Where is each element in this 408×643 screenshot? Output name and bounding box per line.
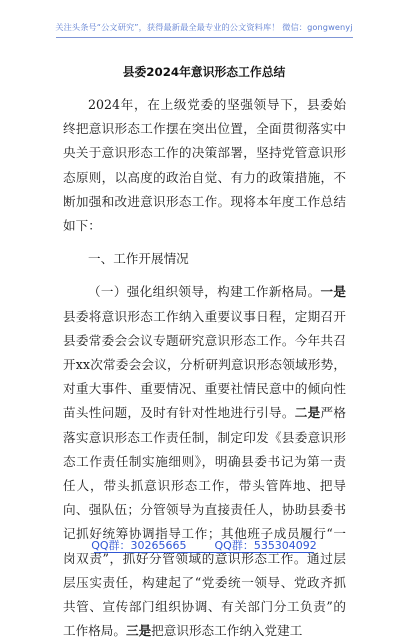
section-heading: 一、工作开展情况 [88, 251, 189, 267]
footer-underline [94, 552, 314, 553]
point-text-3: 把意识形态工作纳入党建工 [151, 623, 303, 639]
section-paragraph [63, 280, 346, 643]
intro-paragraph: 2024年，在上级党委的坚强领导下，县委始终把意识形态工作摆在突出位置，全面贯彻落实中央关于意识形态工作的决策部署，坚持党管意识形态原则，以高度的政治自觉、有力的政策措施，不断加强和改进意识形态工作。现将本年度工作总结如下： [63, 97, 346, 234]
point-lead-3: 三是 [125, 623, 152, 639]
point-lead-1: 一是 [320, 284, 347, 300]
footer-contacts [0, 537, 408, 553]
header-divider [56, 37, 353, 38]
document-body [63, 93, 346, 643]
point-text-1: 县委将意识形态工作纳入重要议事日程，定期召开县委常委会会议专题研究意识形态工作。今年共召开xx次常委会会议，分析研判意识形态领域形势，对重大事件、重要情况、重要社情民意中的倾向性苗头性问题，及时有针对性地进行引导。 [63, 308, 346, 421]
footer-qq-group-1: QQ群：30265665 [91, 539, 187, 552]
subsection-heading: （一）强化组织领导，构建工作新格局。 [88, 284, 321, 300]
point-lead-2: 二是 [294, 405, 321, 421]
point-text-2: 严格落实意识形态工作责任制，制定印发《县委意识形态工作责任制实施细则》，明确县委书记为第一责任人，带头抓意识形态工作，带头管阵地、把导向、强队伍；分管领导为直接责任人，协助县委书记抓好统筹协调指导工作；其他班子成员履行“一岗双责”，抓好分管领域的意识形态工作。通过层层压实责任，构建起了“党委统一领导、党政齐抓共管、宣传部门组织协调、有关部门分工负责”的工作格局。 [63, 405, 347, 639]
footer-qq-group-2: QQ群：535304092 [214, 539, 317, 552]
document-title: 县委2024年意识形态工作总结 [122, 65, 286, 79]
header-banner: 关注头条号“公文研究”，获得最新最全最专业的公文资料库！ 微信：gongwenyj [55, 22, 353, 32]
